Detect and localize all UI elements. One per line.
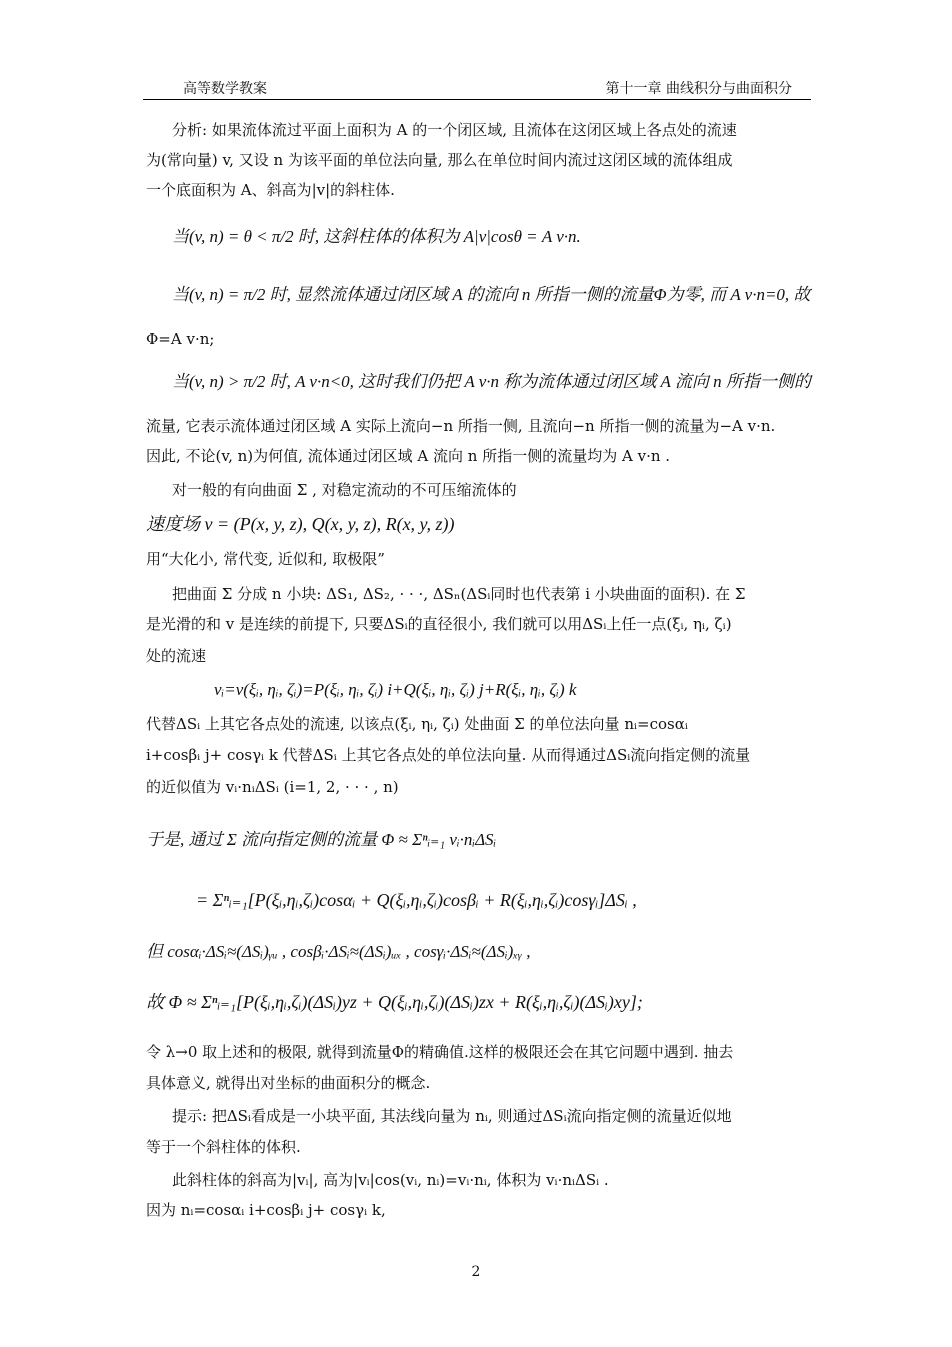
para-line: 等于一个斜柱体的体积.: [146, 1138, 301, 1156]
formula-line: 当(v, n) = θ < π/2 时, 这斜柱体的体积为 A|v|cosθ = A v·n.: [172, 227, 581, 246]
header-left: 高等数学教案: [183, 81, 267, 97]
formula-line: 于是, 通过 Σ 流向指定侧的流量 Φ ≈ Σⁿᵢ₌₁ vᵢ·nᵢΔSᵢ: [146, 830, 497, 849]
para-line: 是光滑的和 v 是连续的前提下, 只要ΔSᵢ的直径很小, 我们就可以用ΔSᵢ上任一点(ξᵢ, ηᵢ, ζᵢ): [146, 615, 732, 633]
para-line: 为(常向量) v, 又设 n 为该平面的单位法向量, 那么在单位时间内流过这闭区域的流体组成: [146, 151, 733, 169]
para-line: 把曲面 Σ 分成 n 小块: ΔS₁, ΔS₂, · · ·, ΔSₙ(ΔSᵢ同时也代表第 i 小块曲面的面积). 在 Σ: [172, 585, 746, 603]
para-line: 具体意义, 就得出对坐标的曲面积分的概念.: [146, 1074, 431, 1092]
formula-line: 但 cosαᵢ·ΔSᵢ≈(ΔSᵢ)ᵧᵤ , cosβᵢ·ΔSᵢ≈(ΔSᵢ)ᵤₓ , cosγᵢ·ΔSᵢ≈(ΔSᵢ)ₓᵧ ,: [146, 942, 531, 961]
formula-line: 速度场 v = (P(x, y, z), Q(x, y, z), R(x, y, z)): [146, 514, 455, 534]
para-line: i+cosβᵢ j+ cosγᵢ k 代替ΔSᵢ 上其它各点处的单位法向量. 从而得通过ΔSᵢ流向指定侧的流量: [146, 746, 751, 764]
para-line: 的近似值为 vᵢ·nᵢΔSᵢ (i=1, 2, · · · , n): [146, 778, 399, 796]
para-line: 分析: 如果流体流过平面上面积为 A 的一个闭区域, 且流体在这闭区域上各点处的流速: [172, 121, 737, 139]
para-line: 对一般的有向曲面 Σ , 对稳定流动的不可压缩流体的: [172, 481, 517, 499]
para-line: 因为 nᵢ=cosαᵢ i+cosβᵢ j+ cosγᵢ k,: [146, 1201, 386, 1219]
para-line: 代替ΔSᵢ 上其它各点处的流速, 以该点(ξᵢ, ηᵢ, ζᵢ) 处曲面 Σ 的单位法向量 nᵢ=cosαᵢ: [146, 715, 688, 733]
para-line: 流量, 它表示流体通过闭区域 A 实际上流向−n 所指一侧, 且流向−n 所指一侧的流量为−A v·n.: [146, 417, 776, 435]
header-right: 第十一章 曲线积分与曲面积分: [605, 81, 792, 97]
formula-line: vᵢ=v(ξᵢ, ηᵢ, ζᵢ)=P(ξᵢ, ηᵢ, ζᵢ) i+Q(ξᵢ, ηᵢ, ζᵢ) j+R(ξᵢ, ηᵢ, ζᵢ) k: [214, 680, 577, 699]
para-line: 此斜柱体的斜高为|vᵢ|, 高为|vᵢ|cos(vᵢ, nᵢ)=vᵢ·nᵢ, 体积为 vᵢ·nᵢΔSᵢ .: [172, 1171, 609, 1189]
para-line: 因此, 不论(v, n)为何值, 流体通过闭区域 A 流向 n 所指一侧的流量均为 A v·n .: [146, 447, 671, 465]
para-line: 用“大化小, 常代变, 近似和, 取极限”: [146, 550, 385, 568]
para-line: 处的流速: [146, 647, 207, 665]
para-line: 令 λ→0 取上述和的极限, 就得到流量Φ的精确值.这样的极限还会在其它问题中遇到. 抽去: [146, 1043, 734, 1061]
formula-line: 当(v, n) = π/2 时, 显然流体通过闭区域 A 的流向 n 所指一侧的流量Φ为零, 而 A v·n=0, 故: [172, 285, 811, 304]
para-line: 提示: 把ΔSᵢ看成是一小块平面, 其法线向量为 nᵢ, 则通过ΔSᵢ流向指定侧的流量近似地: [172, 1107, 732, 1125]
para-line: Φ=A v·n;: [146, 330, 215, 348]
header-rule: [143, 99, 811, 100]
formula-line: 故 Φ ≈ Σⁿᵢ₌₁[P(ξᵢ,ηᵢ,ζᵢ)(ΔSᵢ)yz + Q(ξᵢ,ηᵢ,ζᵢ)(ΔSᵢ)zx + R(ξᵢ,ηᵢ,ζᵢ)(ΔSᵢ)xy];: [146, 992, 643, 1012]
formula-line: = Σⁿᵢ₌₁[P(ξᵢ,ηᵢ,ζᵢ)cosαᵢ + Q(ξᵢ,ηᵢ,ζᵢ)cosβᵢ + R(ξᵢ,ηᵢ,ζᵢ)cosγᵢ]ΔSᵢ ,: [196, 890, 637, 910]
page-number: 2: [471, 1264, 481, 1280]
formula-line: 当(v, n) > π/2 时, A v·n<0, 这时我们仍把 A v·n 称为流体通过闭区域 A 流向 n 所指一侧的: [172, 372, 811, 391]
para-line: 一个底面积为 A、斜高为|v|的斜柱体.: [146, 181, 395, 199]
